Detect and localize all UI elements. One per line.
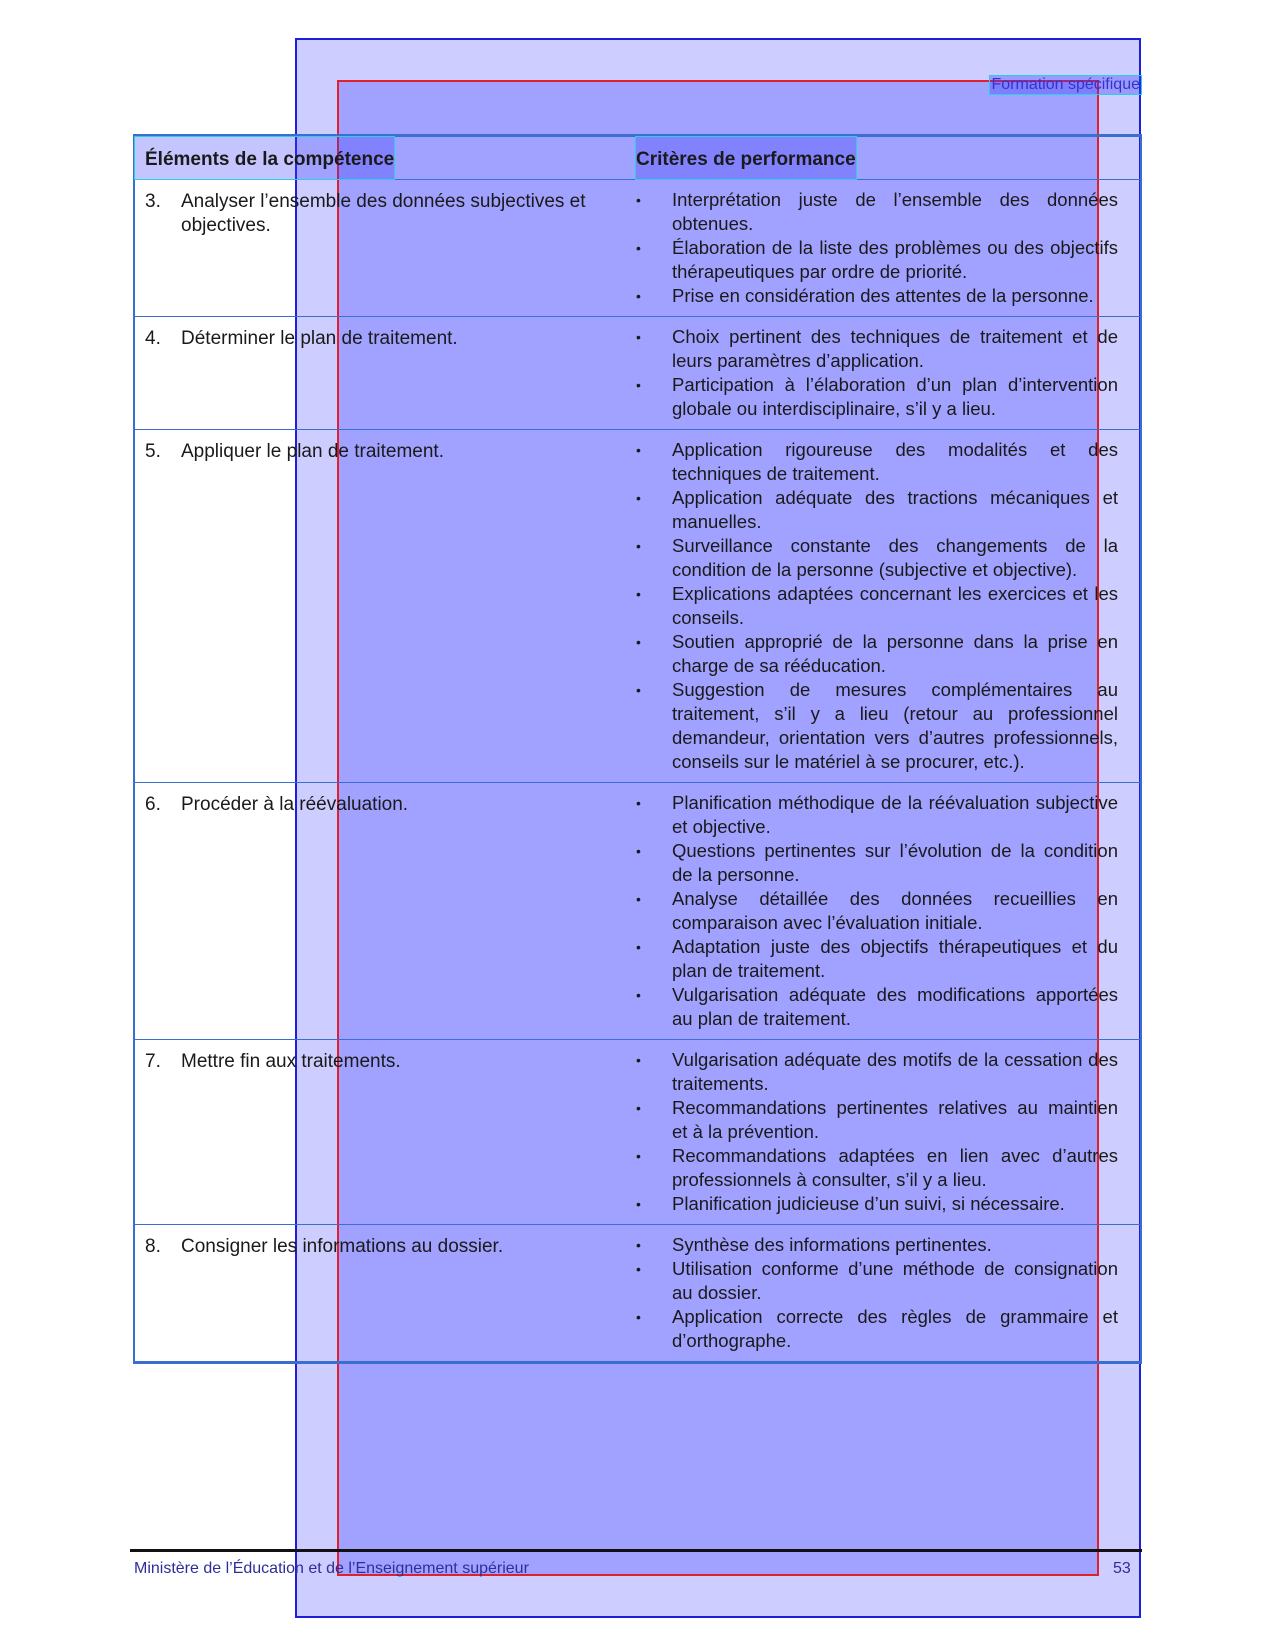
criterion-text: Interprétation juste de l’ensemble des données obtenues. — [672, 189, 1118, 234]
bullet-icon: • — [636, 192, 641, 208]
list-item — [636, 1048, 1118, 1096]
element-text: Consigner les informations au dossier. — [181, 1236, 504, 1257]
bullet-icon: • — [636, 586, 641, 602]
bullet-icon: • — [636, 377, 641, 393]
criterion-text: Choix pertinent des techniques de traitement et de leurs paramètres d’application. — [672, 326, 1118, 371]
competence-element — [135, 1040, 636, 1082]
bullet-icon: • — [636, 240, 641, 256]
element-number: 7. — [145, 1051, 161, 1072]
criterion-text: Application rigoureuse des modalités et des techniques de traitement. — [672, 439, 1118, 484]
element-text: Procéder à la réévaluation. — [181, 794, 409, 815]
column-header-criteria: Critères de performance — [636, 137, 856, 179]
bullet-icon: • — [636, 891, 641, 907]
criterion-text: Synthèse des informations pertinentes. — [672, 1234, 992, 1255]
list-item — [636, 325, 1118, 373]
element-number: 3. — [145, 191, 161, 212]
list-item — [636, 791, 1118, 839]
bullet-icon: • — [636, 538, 641, 554]
criterion-text: Surveillance constante des changements de la condition de la personne (subjective et objective). — [672, 535, 1118, 580]
criterion-text: Élaboration de la liste des problèmes ou des objectifs thérapeutiques par ordre de priorité. — [672, 237, 1118, 282]
criterion-text: Soutien approprié de la personne dans la prise en charge de sa rééducation. — [672, 631, 1118, 676]
bullet-icon: • — [636, 1100, 641, 1116]
criterion-text: Recommandations pertinentes relatives au maintien et à la prévention. — [672, 1097, 1118, 1142]
criterion-text: Application adéquate des tractions mécaniques et manuelles. — [672, 487, 1118, 532]
list-item — [636, 534, 1118, 582]
section-header: Formation spécifique — [991, 76, 1140, 93]
bullet-icon: • — [636, 1052, 641, 1068]
element-number: 6. — [145, 794, 161, 815]
list-item — [636, 1144, 1118, 1192]
criterion-text: Recommandations adaptées en lien avec d’autres professionnels à consulter, s’il y a lieu. — [672, 1145, 1118, 1190]
list-item — [636, 839, 1118, 887]
element-text: Appliquer le plan de traitement. — [181, 441, 444, 462]
competence-element — [135, 317, 636, 359]
table-row — [134, 180, 1141, 317]
table-body — [134, 180, 1141, 1363]
bullet-icon: • — [636, 329, 641, 345]
bullet-icon: • — [636, 442, 641, 458]
table-row — [134, 430, 1141, 783]
competence-element — [135, 783, 636, 825]
list-item — [636, 582, 1118, 630]
list-item — [636, 983, 1118, 1031]
list-item — [636, 1096, 1118, 1144]
bullet-icon: • — [636, 1261, 641, 1277]
criterion-text: Application correcte des règles de grammaire et d’orthographe. — [672, 1306, 1118, 1351]
bullet-icon: • — [636, 795, 641, 811]
footer-ministry: Ministère de l’Éducation et de l’Enseignement supérieur — [134, 1560, 529, 1577]
list-item — [636, 678, 1118, 774]
criterion-text: Planification méthodique de la réévaluation subjective et objective. — [672, 792, 1118, 837]
competence-element — [135, 430, 636, 472]
table-header-row — [134, 136, 1141, 180]
list-item — [636, 438, 1118, 486]
element-text: Analyser l’ensemble des données subjectives et objectives. — [181, 191, 586, 236]
bullet-icon: • — [636, 1148, 641, 1164]
footer-page-number: 53 — [1113, 1560, 1131, 1577]
criterion-text: Utilisation conforme d’une méthode de consignation au dossier. — [672, 1258, 1118, 1303]
element-number: 5. — [145, 441, 161, 462]
criterion-text: Adaptation juste des objectifs thérapeutiques et du plan de traitement. — [672, 936, 1118, 981]
table-row — [134, 1225, 1141, 1363]
criterion-text: Vulgarisation adéquate des motifs de la cessation des traitements. — [672, 1049, 1118, 1094]
table-row — [134, 783, 1141, 1040]
element-text: Mettre fin aux traitements. — [181, 1051, 401, 1072]
criterion-text: Suggestion de mesures complémentaires au traitement, s’il y a lieu (retour au professionnel demandeur, orientation vers d’autres professionnels, conseils sur le matériel à se procurer, etc.). — [672, 679, 1118, 772]
element-text: Déterminer le plan de traitement. — [181, 328, 458, 349]
competence-table — [133, 134, 1142, 1364]
competence-element — [135, 180, 636, 246]
criterion-text: Analyse détaillée des données recueillies en comparaison avec l’évaluation initiale. — [672, 888, 1118, 933]
criteria-list — [636, 1040, 1140, 1224]
bullet-icon: • — [636, 843, 641, 859]
bullet-icon: • — [636, 987, 641, 1003]
column-header-elements: Éléments de la compétence — [135, 137, 394, 179]
table-row — [134, 317, 1141, 430]
criterion-text: Planification judicieuse d’un suivi, si nécessaire. — [672, 1193, 1065, 1214]
element-number: 4. — [145, 328, 161, 349]
bullet-icon: • — [636, 939, 641, 955]
list-item — [636, 1233, 1118, 1257]
bullet-icon: • — [636, 634, 641, 650]
criterion-text: Questions pertinentes sur l’évolution de la condition de la personne. — [672, 840, 1118, 885]
list-item — [636, 630, 1118, 678]
element-number: 8. — [145, 1236, 161, 1257]
criterion-text: Prise en considération des attentes de la personne. — [672, 285, 1094, 306]
list-item — [636, 1257, 1118, 1305]
list-item — [636, 486, 1118, 534]
bullet-icon: • — [636, 682, 641, 698]
criterion-text: Participation à l’élaboration d’un plan d’intervention globale ou interdisciplinaire, s’il y a lieu. — [672, 374, 1118, 419]
bullet-icon: • — [636, 288, 641, 304]
criteria-list — [636, 1225, 1140, 1361]
bullet-icon: • — [636, 1309, 641, 1325]
criterion-text: Explications adaptées concernant les exercices et les conseils. — [672, 583, 1118, 628]
criterion-text: Vulgarisation adéquate des modifications apportées au plan de traitement. — [672, 984, 1118, 1029]
list-item — [636, 373, 1118, 421]
criteria-list — [636, 180, 1140, 316]
footer-divider — [130, 1549, 1142, 1552]
bullet-icon: • — [636, 490, 641, 506]
list-item — [636, 188, 1118, 236]
criteria-list — [636, 783, 1140, 1039]
list-item — [636, 1305, 1118, 1353]
list-item — [636, 236, 1118, 284]
list-item — [636, 887, 1118, 935]
competence-element — [135, 1225, 636, 1267]
bullet-icon: • — [636, 1237, 641, 1253]
list-item — [636, 1192, 1118, 1216]
bullet-icon: • — [636, 1196, 641, 1212]
list-item — [636, 935, 1118, 983]
table-row — [134, 1040, 1141, 1225]
criteria-list — [636, 317, 1140, 429]
criteria-list — [636, 430, 1140, 782]
list-item — [636, 284, 1118, 308]
